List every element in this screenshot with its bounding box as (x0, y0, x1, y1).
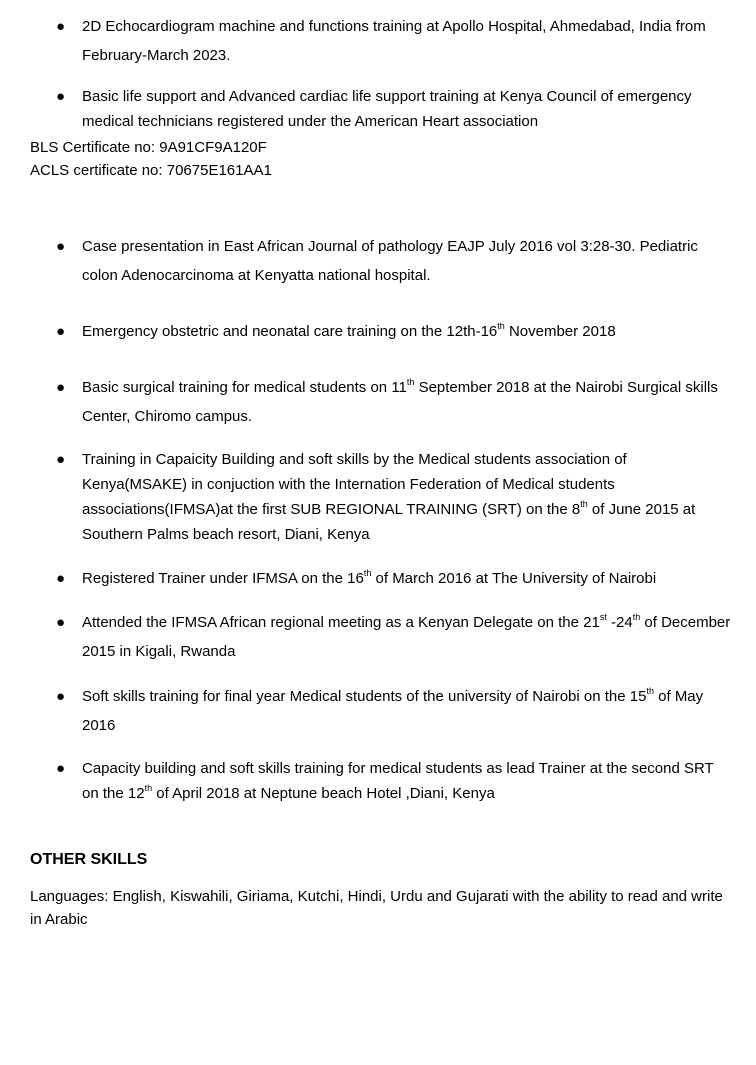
bullet-item (30, 232, 732, 290)
certificate-text: ACLS certificate no: 70675E161AA1 (30, 162, 272, 179)
bullet-text: Training in Capaicity Building and soft skills by the Medical students association of Kenya(MSAKE) in conjuction with the Internation Federation of Medical students associations(IFMSA)at the first SUB REGIONAL TRAINING (SRT) on the 8th of June 2015 at Southern Palms beach resort, Diani, Kenya (82, 451, 696, 543)
certificate-text: BLS Certificate no: 9A91CF9A120F (30, 139, 267, 156)
bullet-item (30, 608, 732, 666)
bullet-text: Registered Trainer under IFMSA on the 16th of March 2016 at The University of Nairobi (82, 568, 657, 587)
bullet-item (30, 447, 732, 547)
bullet-text: Basic life support and Advanced cardiac life support training at Kenya Council of emergency medical technicians registered under the American Heart association (82, 88, 692, 130)
bullet-text: Case presentation in East African Journal of pathology EAJP July 2016 vol 3:28-30. Pediatric colon Adenocarcinoma at Kenyatta national hospital. (82, 238, 698, 284)
bullet-icon: ● (56, 238, 66, 255)
bullet-icon: ● (56, 614, 66, 631)
bullet-icon: ● (56, 379, 66, 396)
bullet-item (30, 373, 732, 431)
bullet-text: 2D Echocardiogram machine and functions training at Apollo Hospital, Ahmedabad, India from February-March 2023. (82, 18, 706, 64)
heading-text: OTHER SKILLS (30, 851, 148, 868)
bullet-text: Soft skills training for final year Medical students of the university of Nairobi on the 15th of May 2016 (82, 686, 704, 734)
bullet-text: Capacity building and soft skills training for medical students as lead Trainer at the second SRT on the 12th of April 2018 at Neptune beach Hotel ,Diani, Kenya (82, 760, 714, 802)
acls-certificate-line (30, 159, 732, 182)
bullet-text: Attended the IFMSA African regional meeting as a Kenyan Delegate on the 21st -24th of December 2015 in Kigali, Rwanda (82, 612, 731, 660)
bullet-icon: ● (56, 688, 66, 705)
bls-certificate-line (30, 136, 732, 159)
bullet-item (30, 84, 732, 134)
bullet-icon: ● (56, 18, 66, 35)
bullet-item (30, 317, 732, 346)
section-heading-other-skills (30, 850, 732, 870)
bullet-icon: ● (56, 323, 66, 340)
bullet-item (30, 756, 732, 806)
bullet-item (30, 682, 732, 740)
languages-text (30, 885, 732, 931)
bullet-icon: ● (56, 760, 66, 777)
languages-line: Languages: English, Kiswahili, Giriama, Kutchi, Hindi, Urdu and Gujarati with the ability to read and write in Arabic (30, 888, 723, 928)
bullet-item (30, 12, 732, 70)
bullet-icon: ● (56, 88, 66, 105)
bullet-text: Emergency obstetric and neonatal care training on the 12th-16th November 2018 (82, 321, 616, 340)
bullet-icon: ● (56, 451, 66, 468)
bullet-icon: ● (56, 570, 66, 587)
bullet-text: Basic surgical training for medical students on 11th September 2018 at the Nairobi Surgical skills Center, Chiromo campus. (82, 377, 718, 425)
bullet-item (30, 564, 732, 593)
